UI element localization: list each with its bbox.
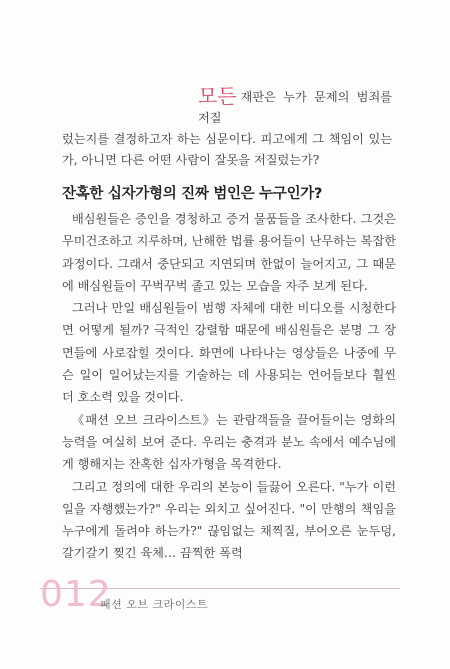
running-title: 패션 오브 크라이스트 xyxy=(100,598,209,611)
body-text xyxy=(62,208,396,565)
section-heading: 잔혹한 십자가형의 진짜 범인은 누구인가? xyxy=(62,186,323,202)
intro-paragraph xyxy=(62,86,392,171)
page-number: 012 xyxy=(40,574,112,615)
paragraph: 《패션 오브 크라이스트》는 관람객들을 끌어들이는 영화의 능력을 여실히 보여 준다. 우리는 충격과 분노 속에서 예수님에게 행해지는 잔혹한 십자가형을 목격한다. xyxy=(62,412,396,472)
paragraph: 그러나 만일 배심원들이 범행 자체에 대한 비디오를 시청한다면 어떻게 될까? 극적인 강렬함 때문에 배심원들은 분명 그 장면들에 사로잡힐 것이다. 화면에 나타나는 영상들은 나중에 무슨 일이 일어났는지를 기술하는 데 사용되는 언어들보다 훨씬 더 호소력 있을 것이다. xyxy=(62,301,396,405)
lead-word: 모든 xyxy=(198,84,237,108)
intro-first-line-text: 재판은 누가 문제의 범죄를 저질 xyxy=(198,90,392,125)
intro-first-line xyxy=(62,86,392,129)
paragraph: 그리고 정의에 대한 우리의 본능이 들끓어 오른다. "누가 이런 일을 자행했는가?" 우리는 외치고 싶어진다. "이 만행의 책임을 누구에게 돌려야 하는가?" 끊임없는 채찍질, 부어오른 눈두덩, 갈기갈기 찢긴 육체… 끔찍한 폭력 xyxy=(62,479,396,561)
intro-rest: 렀는지를 결정하고자 하는 심문이다. 피고에게 그 책임이 있는가, 아니면 다른 어떤 사람이 잘못을 저질렀는가? xyxy=(62,132,392,167)
paragraph: 배심원들은 증인을 경청하고 증거 물품들을 조사한다. 그것은 무미건조하고 지루하며, 난해한 법률 용어들이 난무하는 복잡한 과정이다. 그래서 중단되고 지연되며 한없이 늘어지고, 그 때문에 배심원들이 꾸벅꾸벅 졸고 있는 모습을 자주 보게 된다. xyxy=(62,212,396,293)
